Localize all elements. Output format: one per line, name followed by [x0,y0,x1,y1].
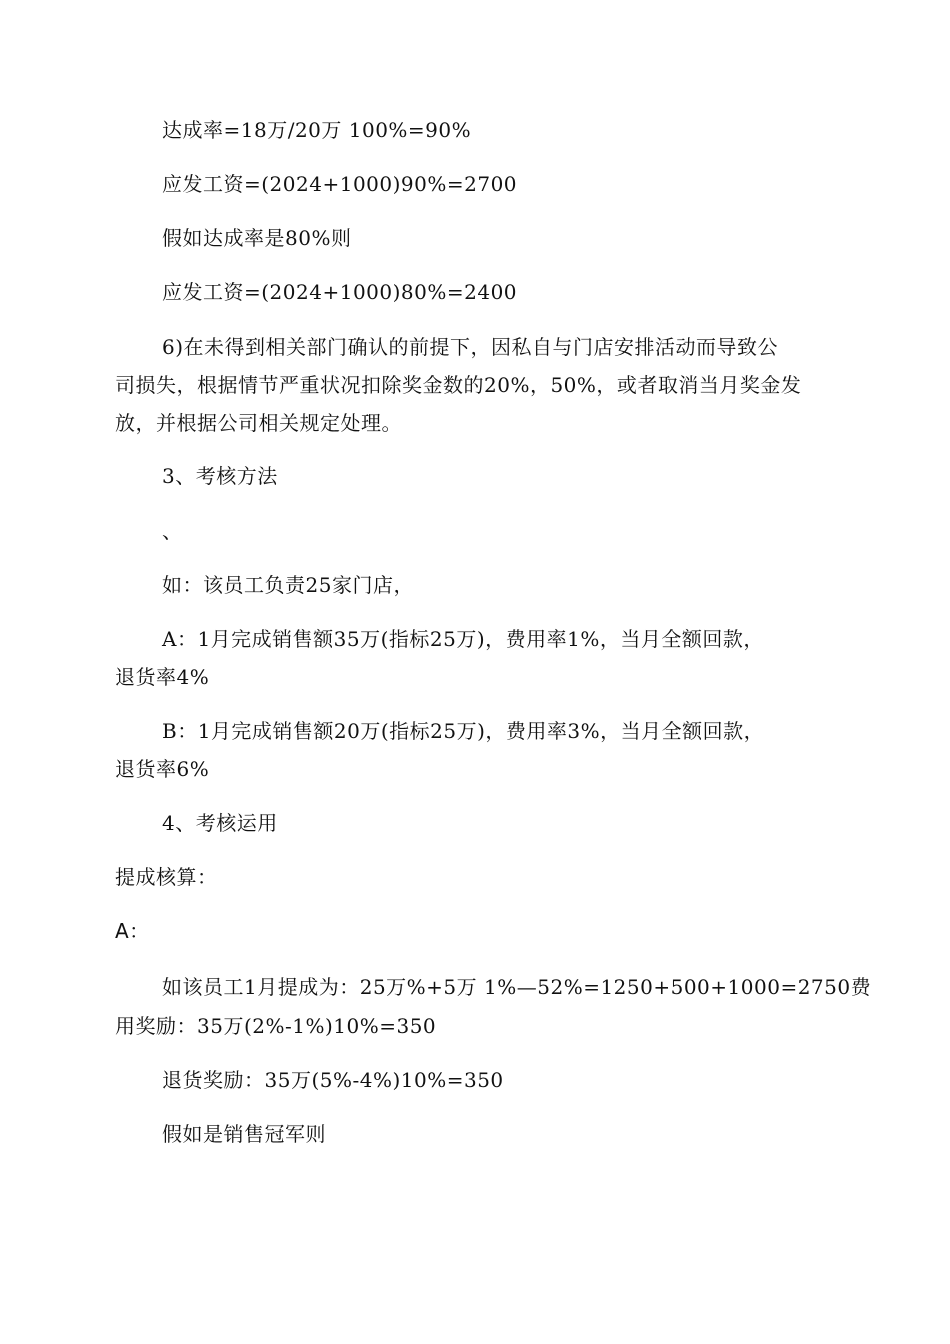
commission-line-1: 如该员工1月提成为：25万%+5万 1%—52%=1250+500+1000=2750费 [162,975,872,999]
rule-6-line-3: 放，并根据公司相关规定处理。 [115,411,402,435]
case-b-line-2: 退货率6% [115,757,210,781]
case-a-line-1: A：1月完成销售额35万(指标25万)，费用率1%，当月全额回款， [162,627,764,651]
case-a-line-2: 退货率4% [115,665,210,689]
example-intro: 如：该员工负责25家门店， [162,573,414,597]
return-reward-line: 退货奖励：35万(5%-4%)10%=350 [162,1068,504,1092]
case-b-line-1: B：1月完成销售额20万(指标25万)，费用率3%，当月全额回款， [162,719,765,743]
section-heading-assessment-use: 4、考核运用 [162,811,278,835]
salary-formula-line: 应发工资=(2024+1000)90%=2700 [162,172,518,196]
commission-line-2: 用奖励：35万(2%-1%)10%=350 [115,1014,437,1038]
assumption-line: 假如达成率是80%则 [162,226,352,250]
commission-calc-label: 提成核算： [115,865,218,889]
sales-champion-line: 假如是销售冠军则 [162,1122,326,1146]
case-a-label: A： [115,919,150,943]
salary-formula-line-2: 应发工资=(2024+1000)80%=2400 [162,280,518,304]
section-heading-assessment-method: 3、考核方法 [162,464,278,488]
rule-6-line-2: 司损失，根据情节严重状况扣除奖金数的20%，50%，或者取消当月奖金发 [115,373,802,397]
stray-comma: 、 [162,519,183,543]
rule-6-line-1: 6)在未得到相关部门确认的前提下，因私自与门店安排活动而导致公 [162,335,779,359]
achievement-rate-line: 达成率=18万/20万 100%=90% [162,118,472,142]
